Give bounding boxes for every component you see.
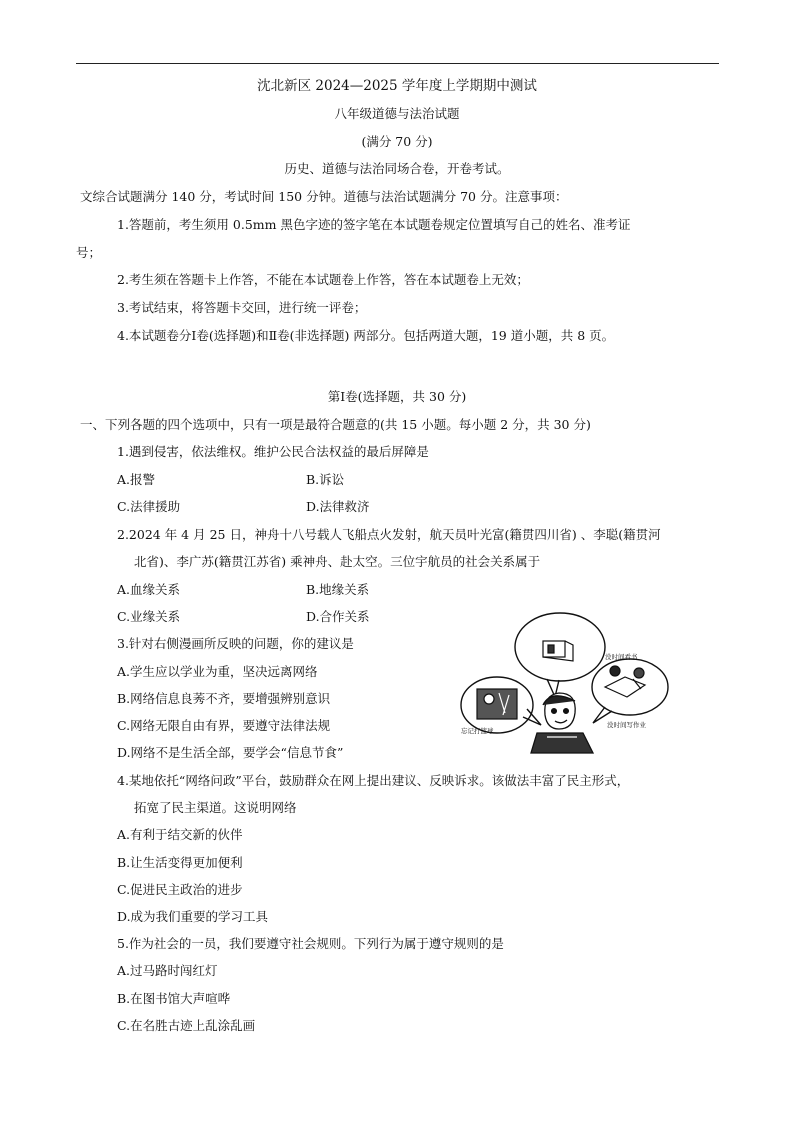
q2-option-a: A.血缘关系 [117, 582, 181, 597]
q3-option-d: D.网络不是生活全部，要学会“信息节食” [117, 745, 344, 760]
q1-option-c: C.法律援助 [117, 499, 181, 514]
label-no-time-homework: 没时间写作业 [607, 721, 646, 729]
student-figure [531, 693, 593, 753]
instruction-3: 3.考试结束，将答题卡交回，进行统一评卷； [117, 300, 367, 315]
instruction-1-cont: 号； [76, 245, 102, 260]
q3-option-a: A.学生应以学业为重，坚决远离网络 [117, 664, 318, 679]
q2-option-b: B.地缘关系 [306, 582, 370, 597]
section-title: 第Ⅰ卷(选择题，共 30 分) [327, 389, 467, 404]
q5-option-c: C.在名胜古迹上乱涂乱画 [117, 1018, 256, 1033]
basketball-sketch [477, 689, 517, 719]
q5-option-a: A.过马路时闯红灯 [117, 963, 218, 978]
q3-option-c: C.网络无限自由有界，要遵守法律法规 [117, 718, 331, 733]
q4-option-b: B.让生活变得更加便利 [117, 855, 243, 870]
q1-stem: 1.遇到侵害，依法维权。维护公民合法权益的最后屏障是 [117, 444, 429, 459]
book-sketch [543, 641, 573, 661]
exam-title: 沈北新区 2024—2025 学年度上学期期中测试 [257, 78, 537, 94]
q2-stem-cont: 北省)、李广苏(籍贯江苏省) 乘神舟、赴太空。三位宇航员的社会关系属于 [134, 554, 541, 569]
q4-option-d: D.成为我们重要的学习工具 [117, 909, 269, 924]
full-score: (满分 70 分) [361, 134, 433, 149]
top-rule [76, 63, 719, 64]
label-no-time-book: 没时间看书 [605, 653, 638, 661]
q5-stem: 5.作为社会的一员，我们要遵守社会规则。下列行为属于遵守规则的是 [117, 936, 504, 951]
q2-option-d: D.合作关系 [306, 609, 370, 624]
section-directions: 一、下列各题的四个选项中，只有一项是最符合题意的(共 15 小题。每小题 2 分，共 30 分) [80, 417, 591, 432]
label-forgot-basketball: 忘记打篮球 [461, 727, 494, 735]
comic-illustration [455, 605, 670, 755]
q3-stem: 3.针对右侧漫画所反映的问题，你的建议是 [117, 636, 354, 651]
q3-option-b: B.网络信息良莠不齐，要增强辨别意识 [117, 691, 331, 706]
q2-option-c: C.业缘关系 [117, 609, 181, 624]
instruction-2: 2.考生须在答题卡上作答，不能在本试题卷上作答，答在本试题卷上无效； [117, 272, 529, 287]
instructions-intro: 文综合试题满分 140 分，考试时间 150 分钟。道德与法治试题满分 70 分。注意事项： [80, 189, 568, 204]
q4-option-a: A.有利于结交新的伙伴 [117, 827, 243, 842]
q4-stem: 4.某地依托“网络问政”平台，鼓励群众在网上提出建议、反映诉求。该做法丰富了民主形式， [117, 773, 630, 788]
q2-stem: 2.2024 年 4 月 25 日，神舟十八号载人飞船点火发射，航天员叶光富(籍贯四川省) 、李聪(籍贯河 [117, 527, 661, 542]
instruction-4: 4.本试题卷分Ⅰ卷(选择题)和Ⅱ卷(非选择题) 两部分。包括两道大题，19 道小题，共 8 页。 [117, 328, 615, 343]
instruction-1: 1.答题前，考生须用 0.5mm 黑色字迹的签字笔在本试题卷规定位置填写自己的姓名、准考证 [117, 217, 631, 232]
q4-option-c: C.促进民主政治的进步 [117, 882, 243, 897]
q4-stem-cont: 拓宽了民主渠道。这说明网络 [134, 800, 297, 815]
q1-option-b: B.诉讼 [306, 472, 345, 487]
exam-note: 历史、道德与法治同场合卷，开卷考试。 [284, 161, 510, 176]
q1-option-a: A.报警 [117, 472, 156, 487]
q5-option-b: B.在图书馆大声喧哗 [117, 991, 231, 1006]
exam-subtitle: 八年级道德与法治试题 [334, 106, 460, 121]
homework-sketch [605, 666, 645, 697]
q1-option-d: D.法律救济 [306, 499, 370, 514]
